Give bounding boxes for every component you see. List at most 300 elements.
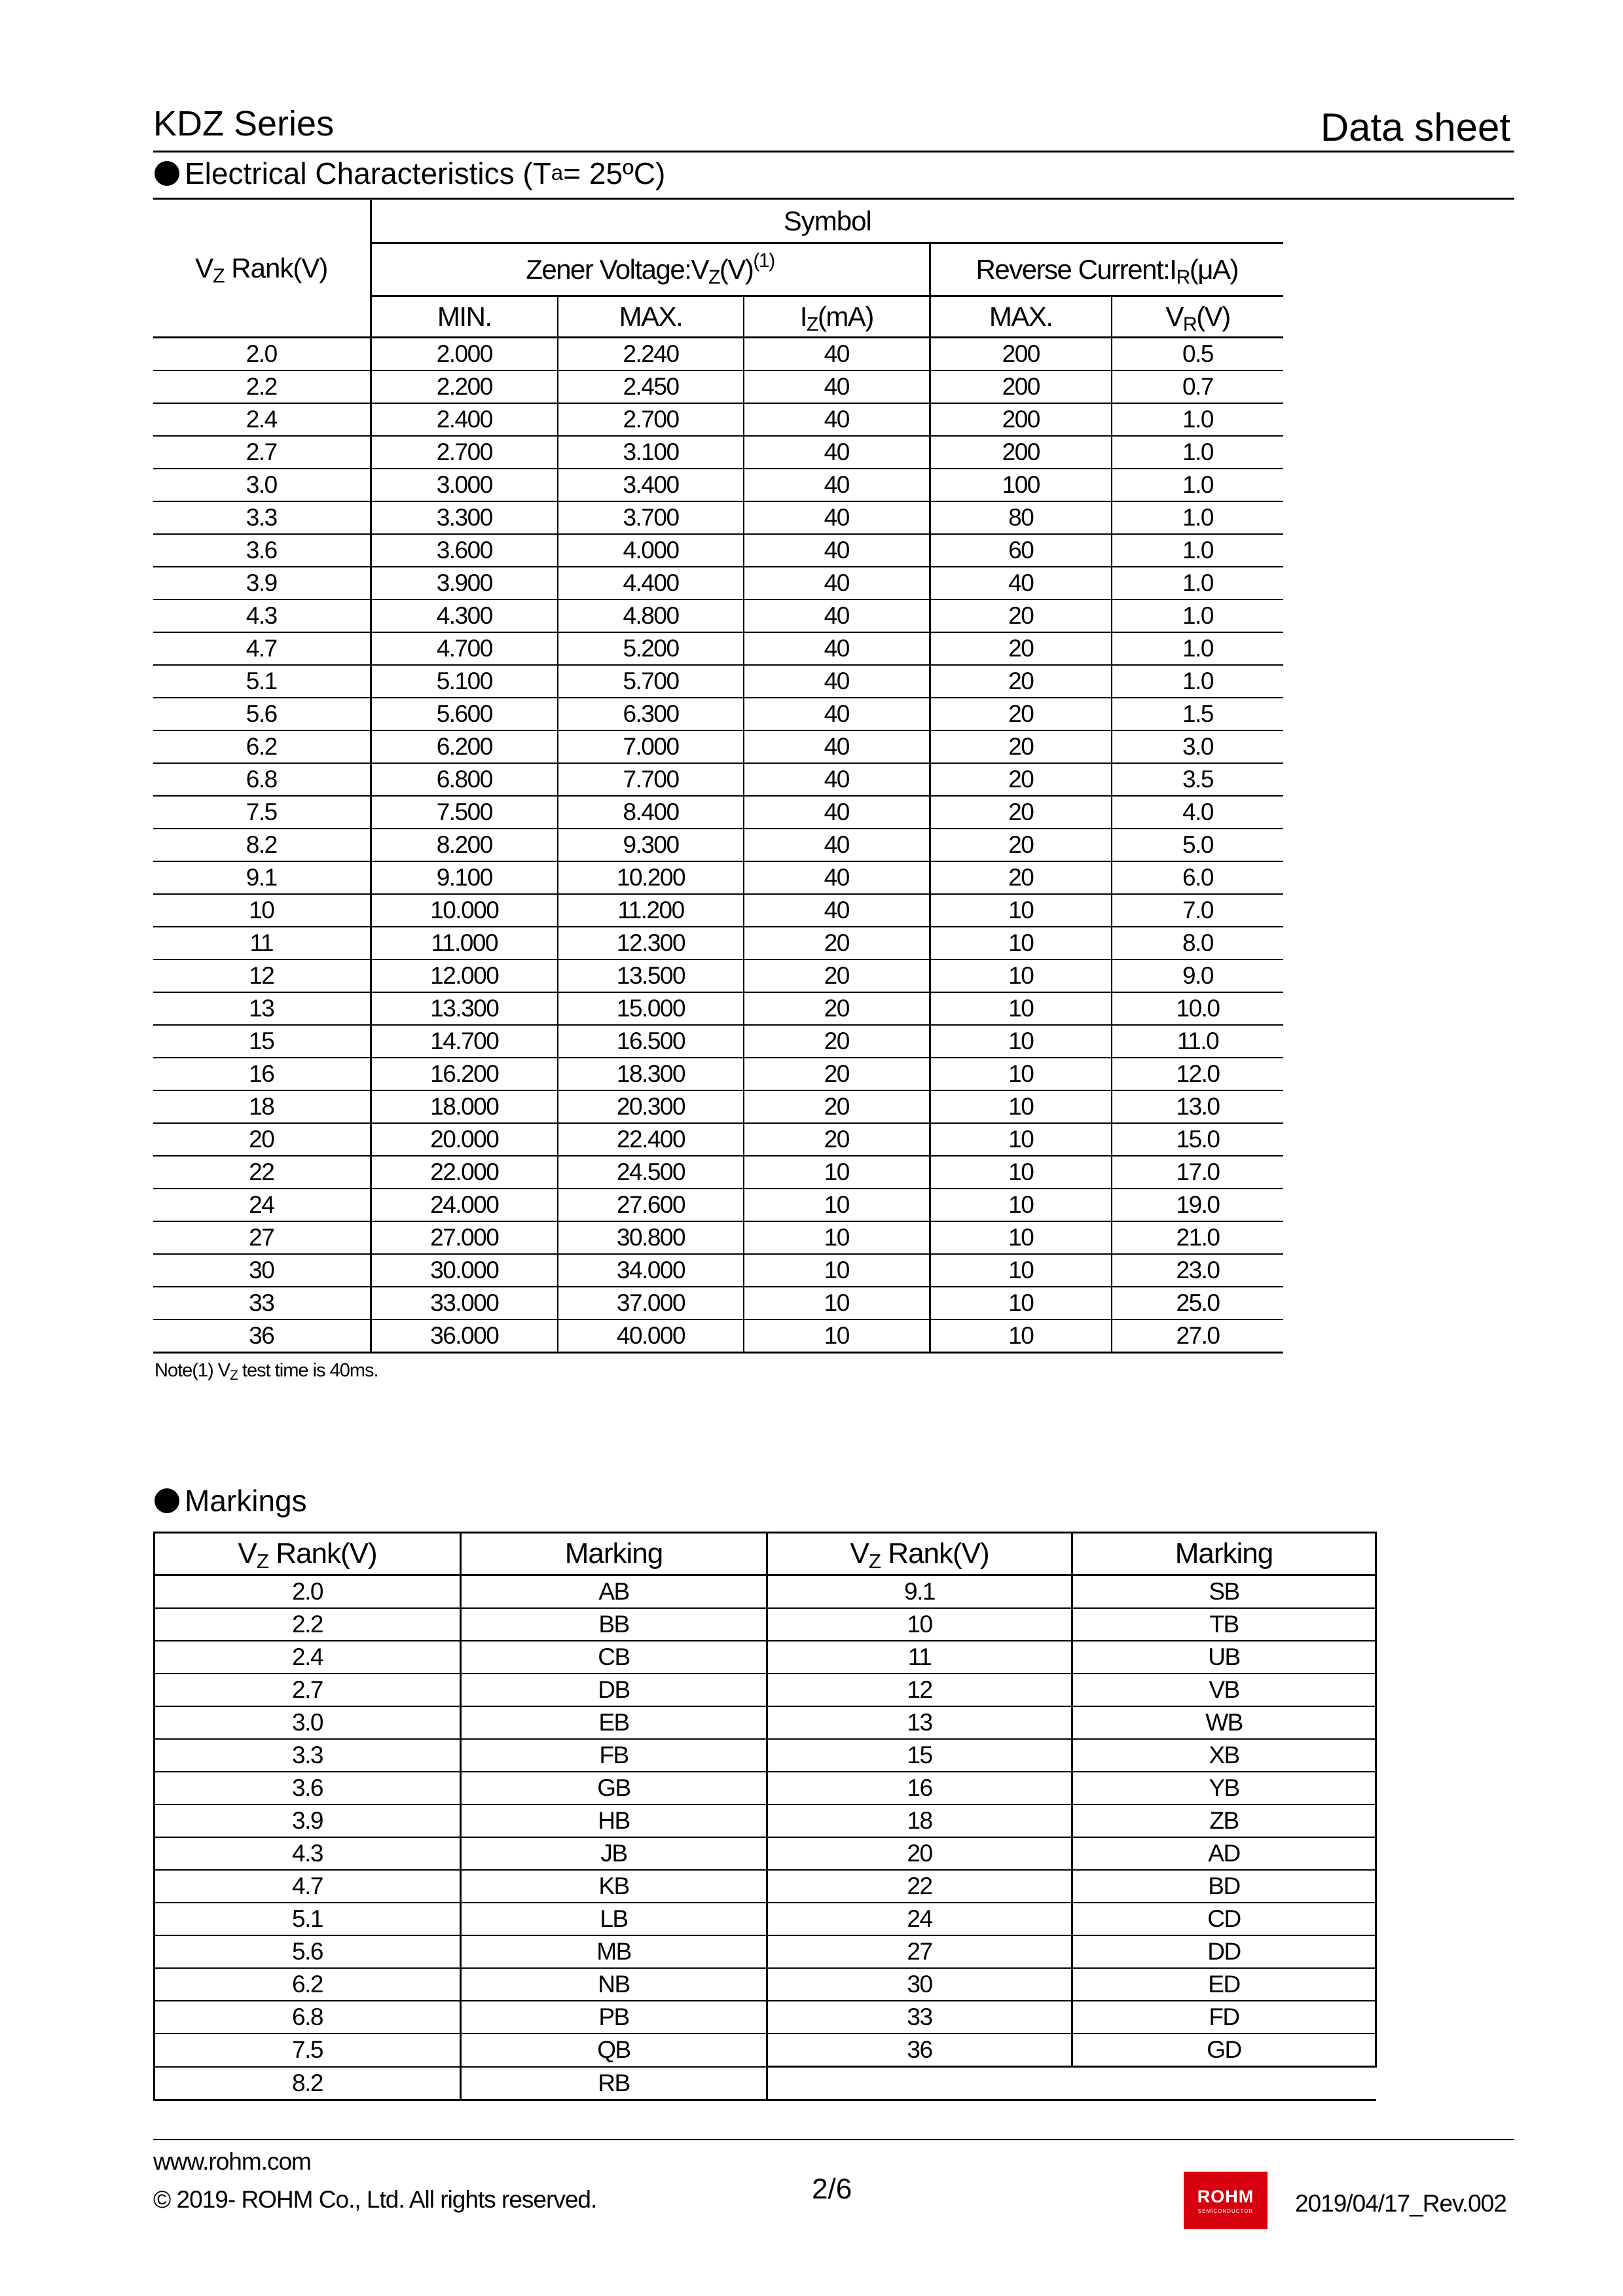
iz-cell: 20 — [744, 1058, 930, 1090]
table-row — [153, 992, 1283, 1025]
table-row — [153, 1058, 1283, 1090]
vz-min-cell: 3.600 — [371, 534, 558, 567]
table-row — [153, 469, 1283, 501]
mark-rank-cell — [767, 2067, 1072, 2100]
ir-max-cell: 20 — [930, 665, 1112, 698]
mark-code-cell: RB — [461, 2067, 767, 2100]
mark-code-cell: CD — [1072, 1903, 1376, 1935]
markings-table — [153, 1532, 1377, 2101]
vz-rank-cell: 2.7 — [153, 436, 371, 469]
vz-min-cell: 2.200 — [371, 370, 558, 403]
ir-max-cell: 20 — [930, 861, 1112, 894]
vz-rank-cell: 5.1 — [153, 665, 371, 698]
mark-rank-cell: 2.7 — [155, 1674, 461, 1706]
vz-min-cell: 4.300 — [371, 600, 558, 632]
ir-max-cell: 200 — [930, 436, 1112, 469]
table-row — [153, 534, 1283, 567]
vz-min-cell: 10.000 — [371, 894, 558, 927]
table-row — [153, 698, 1283, 730]
table-row — [153, 1090, 1283, 1123]
table-row — [153, 436, 1283, 469]
mark-code-cell: NB — [461, 1968, 767, 2001]
mark-code-cell: SB — [1072, 1575, 1376, 1609]
ir-max-cell: 10 — [930, 1221, 1112, 1254]
iz-cell: 40 — [744, 436, 930, 469]
ir-max-cell: 20 — [930, 829, 1112, 861]
ir-max-cell: 10 — [930, 992, 1112, 1025]
vz-min-cell: 36.000 — [371, 1319, 558, 1353]
vz-max-cell: 3.400 — [558, 469, 744, 501]
table-row — [153, 338, 1283, 371]
table-row — [153, 1156, 1283, 1189]
vz-rank-cell: 6.2 — [153, 730, 371, 763]
mark-rank-cell: 22 — [767, 1870, 1072, 1903]
vz-max-cell: 16.500 — [558, 1025, 744, 1058]
vz-rank-cell: 3.6 — [153, 534, 371, 567]
table-row — [153, 894, 1283, 927]
iz-cell: 20 — [744, 1090, 930, 1123]
vr-cell: 19.0 — [1112, 1189, 1283, 1221]
mark-code-cell: CB — [461, 1641, 767, 1674]
table-row — [155, 1935, 1376, 1968]
col-max-header: MAX. — [558, 296, 744, 338]
vz-rank-cell: 16 — [153, 1058, 371, 1090]
vr-cell: 3.5 — [1112, 763, 1283, 796]
vz-min-cell: 24.000 — [371, 1189, 558, 1221]
mark-rank-header-right: $V_Z$ Rank(V) — [767, 1533, 1072, 1575]
mark-rank-cell: 4.7 — [155, 1870, 461, 1903]
table-row — [153, 665, 1283, 698]
vz-max-cell: 13.500 — [558, 960, 744, 992]
mark-code-cell: DD — [1072, 1935, 1376, 1968]
mark-rank-cell: 9.1 — [767, 1575, 1072, 1609]
mark-rank-cell: 4.3 — [155, 1837, 461, 1870]
vz-max-cell: 2.240 — [558, 338, 744, 371]
mark-rank-cell: 11 — [767, 1641, 1072, 1674]
ir-max-cell: 80 — [930, 501, 1112, 534]
vz-max-cell: 22.400 — [558, 1123, 744, 1156]
vz-min-cell: 20.000 — [371, 1123, 558, 1156]
revision: 2019/04/17_Rev.002 — [1295, 2190, 1506, 2217]
ir-max-cell: 20 — [930, 763, 1112, 796]
table-row — [155, 1739, 1376, 1772]
zener-voltage-header: Zener $Voltage:V_Z(V)^{(1)}$ — [371, 243, 930, 296]
mark-code-cell: YB — [1072, 1772, 1376, 1804]
mark-code-cell: AB — [461, 1575, 767, 1609]
mark-rank-cell: 3.6 — [155, 1772, 461, 1804]
vr-cell: 21.0 — [1112, 1221, 1283, 1254]
vz-rank-cell: 4.7 — [153, 632, 371, 665]
mark-code-cell: TB — [1072, 1608, 1376, 1641]
mark-rank-cell: 10 — [767, 1608, 1072, 1641]
mark-marking-header-right: Marking — [1072, 1533, 1376, 1575]
table-row — [153, 1287, 1283, 1319]
table-row — [153, 501, 1283, 534]
vz-rank-cell: 22 — [153, 1156, 371, 1189]
iz-cell: 10 — [744, 1221, 930, 1254]
iz-cell: 40 — [744, 469, 930, 501]
vz-rank-cell: 2.0 — [153, 338, 371, 371]
reverse-current-header: Reverse $Current:I_R(\mu A)$ — [930, 243, 1283, 296]
table-row — [155, 2067, 1376, 2100]
vz-max-cell: 30.800 — [558, 1221, 744, 1254]
vr-cell: 13.0 — [1112, 1090, 1283, 1123]
mark-code-cell: ED — [1072, 1968, 1376, 2001]
table-row — [155, 2034, 1376, 2067]
vz-rank-cell: 9.1 — [153, 861, 371, 894]
col-ir-max-header: MAX. — [930, 296, 1112, 338]
col-vr-header: $V_R(V)$ — [1112, 296, 1283, 338]
table-row — [153, 370, 1283, 403]
vr-cell: 1.0 — [1112, 600, 1283, 632]
vr-cell: 1.0 — [1112, 436, 1283, 469]
vz-max-cell: 34.000 — [558, 1254, 744, 1287]
vz-max-cell: 40.000 — [558, 1319, 744, 1353]
vr-cell: 3.0 — [1112, 730, 1283, 763]
mark-rank-cell: 2.2 — [155, 1608, 461, 1641]
vz-max-cell: 37.000 — [558, 1287, 744, 1319]
mark-code-cell: DB — [461, 1674, 767, 1706]
section-rule — [153, 198, 1514, 200]
markings-section-title: Markings — [155, 1483, 307, 1518]
bullet-icon — [155, 161, 179, 186]
vz-max-cell: 20.300 — [558, 1090, 744, 1123]
iz-cell: 20 — [744, 1123, 930, 1156]
iz-cell: 40 — [744, 403, 930, 436]
mark-rank-cell: 7.5 — [155, 2034, 461, 2067]
vr-cell: 11.0 — [1112, 1025, 1283, 1058]
vr-cell: 5.0 — [1112, 829, 1283, 861]
table-row — [153, 1319, 1283, 1353]
table-row — [155, 1870, 1376, 1903]
mark-code-cell — [1072, 2067, 1376, 2100]
table-row — [155, 2001, 1376, 2034]
vz-max-cell: 12.300 — [558, 927, 744, 960]
table-row — [153, 1025, 1283, 1058]
vz-max-cell: 3.100 — [558, 436, 744, 469]
website-link[interactable]: www.rohm.com — [153, 2148, 311, 2175]
ir-max-cell: 10 — [930, 1319, 1112, 1353]
table-row — [153, 403, 1283, 436]
table-row — [155, 1674, 1376, 1706]
vz-max-cell: 4.000 — [558, 534, 744, 567]
vz-min-cell: 8.200 — [371, 829, 558, 861]
vz-rank-cell: 36 — [153, 1319, 371, 1353]
mark-code-cell: VB — [1072, 1674, 1376, 1706]
iz-cell: 10 — [744, 1287, 930, 1319]
ir-max-cell: 10 — [930, 960, 1112, 992]
iz-cell: 40 — [744, 698, 930, 730]
mark-code-cell: PB — [461, 2001, 767, 2034]
mark-rank-header-left: $V_Z$ Rank(V) — [155, 1533, 461, 1575]
table-row — [155, 1804, 1376, 1837]
table-row — [155, 1968, 1376, 2001]
vz-rank-cell: 5.6 — [153, 698, 371, 730]
ir-max-cell: 20 — [930, 796, 1112, 829]
vr-cell: 7.0 — [1112, 894, 1283, 927]
vz-min-cell: 18.000 — [371, 1090, 558, 1123]
vr-cell: 6.0 — [1112, 861, 1283, 894]
table-row — [153, 730, 1283, 763]
iz-cell: 40 — [744, 501, 930, 534]
page-number: 2/6 — [812, 2173, 852, 2205]
vz-rank-cell: 27 — [153, 1221, 371, 1254]
mark-marking-header-left: Marking — [461, 1533, 767, 1575]
vz-min-cell: 27.000 — [371, 1221, 558, 1254]
iz-cell: 40 — [744, 665, 930, 698]
vz-min-cell: 12.000 — [371, 960, 558, 992]
vz-min-cell: 30.000 — [371, 1254, 558, 1287]
ir-max-cell: 200 — [930, 338, 1112, 371]
mark-rank-cell: 12 — [767, 1674, 1072, 1706]
iz-cell: 40 — [744, 796, 930, 829]
mark-code-cell: WB — [1072, 1706, 1376, 1739]
mark-rank-cell: 5.6 — [155, 1935, 461, 1968]
mark-rank-cell: 30 — [767, 1968, 1072, 2001]
ir-max-cell: 10 — [930, 1123, 1112, 1156]
vz-min-cell: 4.700 — [371, 632, 558, 665]
table-row — [153, 1221, 1283, 1254]
mark-code-cell: AD — [1072, 1837, 1376, 1870]
vz-rank-cell: 3.0 — [153, 469, 371, 501]
iz-cell: 40 — [744, 534, 930, 567]
ir-max-cell: 20 — [930, 730, 1112, 763]
vr-cell: 1.0 — [1112, 665, 1283, 698]
vz-max-cell: 5.200 — [558, 632, 744, 665]
mark-rank-cell: 6.8 — [155, 2001, 461, 2034]
table-row — [153, 829, 1283, 861]
mark-rank-cell: 3.9 — [155, 1804, 461, 1837]
footer-rule — [153, 2139, 1514, 2140]
vz-min-cell: 6.800 — [371, 763, 558, 796]
mark-code-cell: EB — [461, 1706, 767, 1739]
vz-rank-cell: 3.9 — [153, 567, 371, 600]
ir-max-cell: 10 — [930, 1254, 1112, 1287]
electrical-section-title: Electrical Characteristics ( T a = 25ºC) — [155, 156, 665, 191]
vz-max-cell: 11.200 — [558, 894, 744, 927]
vz-max-cell: 27.600 — [558, 1189, 744, 1221]
vr-cell: 1.0 — [1112, 632, 1283, 665]
ir-max-cell: 10 — [930, 894, 1112, 927]
vz-min-cell: 3.000 — [371, 469, 558, 501]
mark-code-cell: XB — [1072, 1739, 1376, 1772]
mark-rank-cell: 15 — [767, 1739, 1072, 1772]
vz-min-cell: 3.300 — [371, 501, 558, 534]
table-row — [155, 1772, 1376, 1804]
vz-min-cell: 11.000 — [371, 927, 558, 960]
mark-rank-cell: 3.0 — [155, 1706, 461, 1739]
vz-max-cell: 7.000 — [558, 730, 744, 763]
mark-code-cell: JB — [461, 1837, 767, 1870]
ir-max-cell: 40 — [930, 567, 1112, 600]
rohm-logo: ROHM SEMICONDUCTOR — [1184, 2172, 1267, 2229]
table-row — [155, 1641, 1376, 1674]
ir-max-cell: 20 — [930, 600, 1112, 632]
vz-rank-cell: 24 — [153, 1189, 371, 1221]
table-row — [153, 1254, 1283, 1287]
mark-rank-cell: 16 — [767, 1772, 1072, 1804]
vz-min-cell: 14.700 — [371, 1025, 558, 1058]
mark-rank-cell: 2.0 — [155, 1575, 461, 1609]
vz-max-cell: 4.800 — [558, 600, 744, 632]
vr-cell: 25.0 — [1112, 1287, 1283, 1319]
vz-rank-cell: 3.3 — [153, 501, 371, 534]
vz-max-cell: 8.400 — [558, 796, 744, 829]
vr-cell: 1.0 — [1112, 534, 1283, 567]
mark-rank-cell: 36 — [767, 2034, 1072, 2067]
vr-cell: 9.0 — [1112, 960, 1283, 992]
mark-code-cell: HB — [461, 1804, 767, 1837]
ir-max-cell: 10 — [930, 1090, 1112, 1123]
vr-cell: 4.0 — [1112, 796, 1283, 829]
vz-rank-cell: 11 — [153, 927, 371, 960]
test-time-note: Note(1) $V_Z$ test time is 40ms. — [155, 1360, 378, 1384]
col-min-header: MIN. — [371, 296, 558, 338]
ir-max-cell: 60 — [930, 534, 1112, 567]
vz-min-cell: 3.900 — [371, 567, 558, 600]
iz-cell: 20 — [744, 927, 930, 960]
table-row — [153, 632, 1283, 665]
vz-min-cell: 22.000 — [371, 1156, 558, 1189]
vz-min-cell: 6.200 — [371, 730, 558, 763]
table-row — [153, 1123, 1283, 1156]
vr-cell: 23.0 — [1112, 1254, 1283, 1287]
col-iz-header: $I_Z(mA)$ — [744, 296, 930, 338]
vz-min-cell: 7.500 — [371, 796, 558, 829]
iz-cell: 40 — [744, 600, 930, 632]
mark-code-cell: ZB — [1072, 1804, 1376, 1837]
table-row — [155, 1837, 1376, 1870]
rank-header: $V_Z$ Rank(V) — [153, 200, 371, 338]
vz-rank-cell: 20 — [153, 1123, 371, 1156]
mark-code-cell: UB — [1072, 1641, 1376, 1674]
mark-rank-cell: 18 — [767, 1804, 1072, 1837]
vz-rank-cell: 13 — [153, 992, 371, 1025]
markings-table-body — [155, 1575, 1376, 2100]
electrical-characteristics-table — [153, 200, 1283, 1354]
iz-cell: 10 — [744, 1189, 930, 1221]
vz-min-cell: 2.000 — [371, 338, 558, 371]
mark-code-cell: QB — [461, 2034, 767, 2067]
vr-cell: 1.0 — [1112, 501, 1283, 534]
vz-min-cell: 33.000 — [371, 1287, 558, 1319]
vz-max-cell: 4.400 — [558, 567, 744, 600]
vz-min-cell: 2.400 — [371, 403, 558, 436]
ir-max-cell: 10 — [930, 927, 1112, 960]
mark-rank-cell: 33 — [767, 2001, 1072, 2034]
vz-max-cell: 7.700 — [558, 763, 744, 796]
doc-type: Data sheet — [1320, 105, 1510, 149]
iz-cell: 10 — [744, 1156, 930, 1189]
iz-cell: 40 — [744, 730, 930, 763]
iz-cell: 20 — [744, 960, 930, 992]
vz-max-cell: 10.200 — [558, 861, 744, 894]
vz-rank-cell: 2.4 — [153, 403, 371, 436]
vr-cell: 27.0 — [1112, 1319, 1283, 1353]
vz-max-cell: 2.450 — [558, 370, 744, 403]
mark-rank-cell: 6.2 — [155, 1968, 461, 2001]
mark-rank-cell: 27 — [767, 1935, 1072, 1968]
iz-cell: 40 — [744, 370, 930, 403]
vz-min-cell: 9.100 — [371, 861, 558, 894]
vz-max-cell: 24.500 — [558, 1156, 744, 1189]
table-row — [153, 567, 1283, 600]
vz-max-cell: 15.000 — [558, 992, 744, 1025]
mark-code-cell: BD — [1072, 1870, 1376, 1903]
table-row — [155, 1706, 1376, 1739]
iz-cell: 40 — [744, 632, 930, 665]
mark-code-cell: BB — [461, 1608, 767, 1641]
ir-max-cell: 10 — [930, 1025, 1112, 1058]
ir-max-cell: 10 — [930, 1058, 1112, 1090]
mark-code-cell: KB — [461, 1870, 767, 1903]
header-rule — [153, 151, 1514, 152]
mark-code-cell: GD — [1072, 2034, 1376, 2067]
symbol-header: Symbol — [371, 200, 1283, 243]
vz-rank-cell: 4.3 — [153, 600, 371, 632]
mark-code-cell: FD — [1072, 2001, 1376, 2034]
vz-rank-cell: 15 — [153, 1025, 371, 1058]
vr-cell: 10.0 — [1112, 992, 1283, 1025]
ir-max-cell: 20 — [930, 632, 1112, 665]
iz-cell: 10 — [744, 1254, 930, 1287]
mark-code-cell: GB — [461, 1772, 767, 1804]
vr-cell: 1.0 — [1112, 469, 1283, 501]
mark-code-cell: MB — [461, 1935, 767, 1968]
vz-min-cell: 5.100 — [371, 665, 558, 698]
ir-max-cell: 200 — [930, 370, 1112, 403]
table-row — [155, 1608, 1376, 1641]
iz-cell: 40 — [744, 861, 930, 894]
table-row — [153, 1189, 1283, 1221]
mark-rank-cell: 8.2 — [155, 2067, 461, 2100]
vr-cell: 1.0 — [1112, 567, 1283, 600]
vz-rank-cell: 2.2 — [153, 370, 371, 403]
mark-rank-cell: 24 — [767, 1903, 1072, 1935]
table-row — [153, 960, 1283, 992]
vz-min-cell: 5.600 — [371, 698, 558, 730]
table-row — [155, 1903, 1376, 1935]
vz-max-cell: 9.300 — [558, 829, 744, 861]
table-row — [153, 927, 1283, 960]
table-row — [153, 600, 1283, 632]
vr-cell: 8.0 — [1112, 927, 1283, 960]
iz-cell: 40 — [744, 763, 930, 796]
ir-max-cell: 100 — [930, 469, 1112, 501]
vz-rank-cell: 33 — [153, 1287, 371, 1319]
series-title: KDZ Series — [153, 104, 335, 143]
iz-cell: 40 — [744, 567, 930, 600]
vz-rank-cell: 18 — [153, 1090, 371, 1123]
iz-cell: 10 — [744, 1319, 930, 1353]
mark-code-cell: LB — [461, 1903, 767, 1935]
vz-min-cell: 2.700 — [371, 436, 558, 469]
vz-rank-cell: 6.8 — [153, 763, 371, 796]
ir-max-cell: 10 — [930, 1287, 1112, 1319]
vz-rank-cell: 10 — [153, 894, 371, 927]
vz-max-cell: 2.700 — [558, 403, 744, 436]
vr-cell: 1.0 — [1112, 403, 1283, 436]
mark-rank-cell: 13 — [767, 1706, 1072, 1739]
vz-min-cell: 13.300 — [371, 992, 558, 1025]
table-row — [155, 1575, 1376, 1609]
vz-min-cell: 16.200 — [371, 1058, 558, 1090]
mark-rank-cell: 2.4 — [155, 1641, 461, 1674]
mark-rank-cell: 3.3 — [155, 1739, 461, 1772]
mark-code-cell: FB — [461, 1739, 767, 1772]
table-row — [153, 763, 1283, 796]
vz-rank-cell: 8.2 — [153, 829, 371, 861]
